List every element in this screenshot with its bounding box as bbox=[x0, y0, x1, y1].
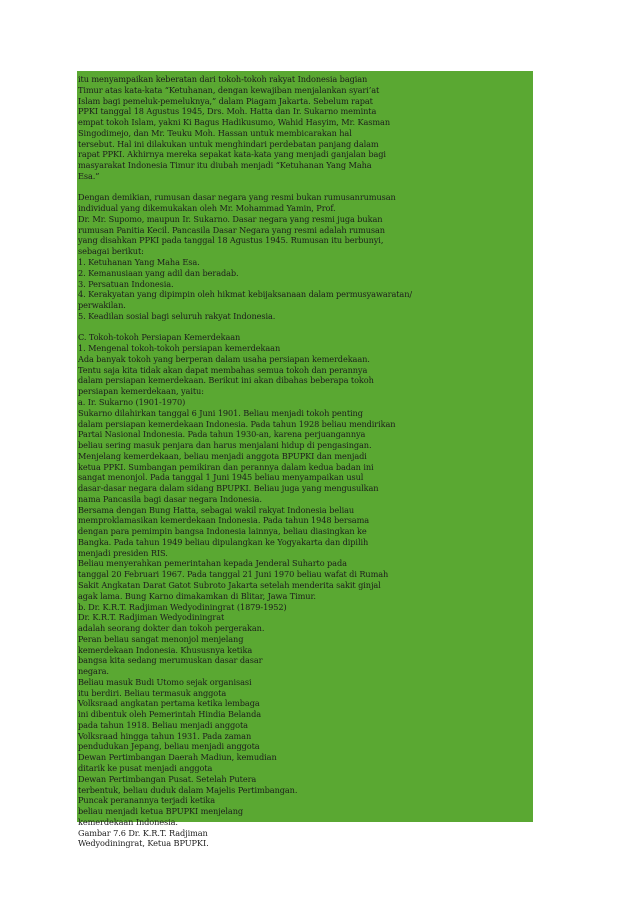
text-line: tanggal 20 Februari 1967. Pada tanggal 21 Juni 1970 beliau wafat di Rumah bbox=[78, 569, 389, 580]
text-line: yang disahkan PPKI pada tanggal 18 Agustus 1945. Rumusan itu berbunyi, bbox=[78, 235, 384, 246]
text-line: kemerdekaan Indonesia. bbox=[78, 816, 178, 827]
document-text-block bbox=[77, 71, 533, 849]
text-line: Peran beliau sangat menonjol menjelang bbox=[78, 633, 244, 644]
text-line: nama Pancasila bagi dasar negara Indonesia. bbox=[78, 493, 262, 504]
text-line: Bangka. Pada tahun 1949 beliau dipulangkan ke Yogyakarta dan dipilih bbox=[78, 536, 369, 547]
text-line: C. Tokoh-tokoh Persiapan Kemerdekaan bbox=[78, 332, 241, 343]
blank-line bbox=[78, 322, 532, 333]
text-line: itu menyampaikan keberatan dari tokoh-tokoh rakyat Indonesia bagian bbox=[78, 74, 368, 84]
text-line: Gambar 7.6 Dr. K.R.T. Radjiman bbox=[78, 827, 208, 838]
text-line: pendudukan Jepang, beliau menjadi anggota bbox=[78, 741, 260, 752]
text-line: perwakilan. bbox=[78, 300, 126, 311]
text-line: Volksraad hingga tahun 1931. Pada zaman bbox=[78, 730, 252, 741]
text-line: ditarik ke pusat menjadi anggota bbox=[78, 763, 213, 773]
text-line: 1. Ketuhanan Yang Maha Esa. bbox=[78, 257, 200, 268]
blank-line bbox=[78, 182, 532, 193]
text-line: 4. Kerakyatan yang dipimpin oleh hikmat kebijaksanaan dalam permusyawaratan/ bbox=[78, 289, 413, 300]
text-line: negara. bbox=[78, 666, 109, 677]
text-line: Singodimejo, dan Mr. Teuku Moh. Hassan untuk membicarakan hal bbox=[78, 127, 352, 138]
text-line: empat tokoh Islam, yakni Ki Bagus Hadikusumo, Wahid Hasyim, Mr. Kasman bbox=[78, 117, 390, 128]
text-line: Tentu saja kita tidak akan dapat membahas semua tokoh dan perannya bbox=[78, 364, 368, 375]
document-lines bbox=[78, 74, 532, 849]
text-line: Dr. Mr. Supomo, maupun Ir. Sukarno. Dasar negara yang resmi juga bukan bbox=[78, 213, 383, 224]
text-line: persiapan kemerdekaan, yaitu: bbox=[78, 386, 204, 397]
text-line: 3. Persatuan Indonesia. bbox=[78, 278, 174, 289]
text-line: Volksraad angkatan pertama ketika lembaga bbox=[78, 698, 260, 709]
text-line: Timur atas kata-kata “Ketuhanan, dengan kewajiban menjalankan syari’at bbox=[78, 84, 380, 95]
text-line: sebagai berikut: bbox=[78, 246, 144, 257]
text-line: Puncak peranannya terjadi ketika bbox=[78, 795, 216, 806]
text-line: 1. Mengenal tokoh-tokoh persiapan kemerdekaan bbox=[78, 343, 281, 354]
text-line: menjadi presiden RIS. bbox=[78, 547, 168, 558]
text-line: ketua PPKI. Sumbangan pemikiran dan perannya dalam kedua badan ini bbox=[78, 461, 374, 472]
text-line: Dengan demikian, rumusan dasar negara yang resmi bukan rumusanrumusan bbox=[78, 192, 396, 203]
text-line: Islam bagi pemeluk-pemeluknya,” dalam Piagam Jakarta. Sebelum rapat bbox=[78, 95, 373, 106]
text-line: terbentuk, beliau duduk dalam Majelis Pertimbangan. bbox=[78, 784, 298, 795]
text-line: pada tahun 1918. Beliau menjadi anggota bbox=[78, 719, 248, 730]
text-line: Dewan Pertimbangan Pusat. Setelah Putera bbox=[78, 773, 257, 784]
text-line: dalam persiapan kemerdekaan Indonesia. Pada tahun 1928 beliau mendirikan bbox=[78, 418, 396, 429]
text-line: dalam persiapan kemerdekaan. Berikut ini akan dibahas beberapa tokoh bbox=[78, 375, 374, 386]
text-line: adalah seorang dokter dan tokoh pergerakan. bbox=[78, 623, 265, 634]
text-line: rumusan Panitia Kecil. Pancasila Dasar Negara yang resmi adalah rumusan bbox=[78, 224, 385, 235]
text-line: tersebut. Hal ini dilakukan untuk menghindari perdebatan panjang dalam bbox=[78, 138, 379, 149]
text-line: individual yang dikemukakan oleh Mr. Mohammad Yamin, Prof. bbox=[78, 203, 336, 214]
text-line: beliau sering masuk penjara dan harus menjalani hidup di pengasingan. bbox=[78, 440, 372, 451]
text-line: Sukarno dilahirkan tanggal 6 Juni 1901. Beliau menjadi tokoh penting bbox=[78, 407, 363, 418]
text-line: Menjelang kemerdekaan, beliau menjadi anggota BPUPKI dan menjadi bbox=[78, 450, 367, 461]
text-line: PPKI tanggal 18 Agustus 1945, Drs. Moh. Hatta dan Ir. Sukarno meminta bbox=[78, 106, 377, 117]
text-line: ini dibentuk oleh Pemerintah Hindia Belanda bbox=[78, 709, 262, 720]
text-line: Beliau menyerahkan pemerintahan kepada Jenderal Suharto pada bbox=[78, 558, 347, 569]
text-line: agak lama. Bung Karno dimakamkan di Blitar, Jawa Timur. bbox=[78, 590, 316, 601]
text-line: sangat menonjol. Pada tanggal 1 Juni 1945 beliau menyampaikan usul bbox=[78, 472, 364, 483]
text-line: dasar-dasar negara dalam sidang BPUPKI. Beliau juga yang mengusulkan bbox=[78, 483, 379, 494]
text-line: Dewan Pertimbangan Daerah Madiun, kemudian bbox=[78, 752, 277, 763]
text-line: 2. Kemanusiaan yang adil dan beradab. bbox=[78, 267, 239, 278]
text-line: masyarakat Indonesia Timur itu diubah menjadi “Ketuhanan Yang Maha bbox=[78, 160, 372, 171]
text-line: Dr. K.R.T. Radjiman Wedyodiningrat bbox=[78, 612, 225, 623]
text-line: rapat PPKI. Akhirnya mereka sepakat kata-kata yang menjadi ganjalan bagi bbox=[78, 149, 386, 160]
text-line: memproklamasikan kemerdekaan Indonesia. Pada tahun 1948 bersama bbox=[78, 515, 370, 526]
text-line: beliau menjadi ketua BPUPKI menjelang bbox=[78, 806, 244, 817]
text-line: b. Dr. K.R.T. Radjiman Wedyodiningrat (1879-1952) bbox=[78, 601, 287, 612]
text-line: dengan para pemimpin bangsa Indonesia lainnya, beliau diasingkan ke bbox=[78, 526, 367, 537]
text-line: Wedyodiningrat, Ketua BPUPKI. bbox=[78, 838, 209, 849]
text-line: Partai Nasional Indonesia. Pada tahun 1930-an, karena perjuangannya bbox=[78, 429, 366, 440]
text-line: Ada banyak tokoh yang berperan dalam usaha persiapan kemerdekaan. bbox=[78, 353, 370, 364]
text-line: Sakit Angkatan Darat Gatot Subroto Jakarta setelah menderita sakit ginjal bbox=[78, 579, 381, 590]
text-line: a. Ir. Sukarno (1901-1970) bbox=[78, 396, 186, 407]
text-line: bangsa kita sedang merumuskan dasar dasar bbox=[78, 655, 263, 666]
text-line: Beliau masuk Budi Utomo sejak organisasi bbox=[78, 676, 252, 687]
text-line: Bersama dengan Bung Hatta, sebagai wakil rakyat Indonesia beliau bbox=[78, 504, 355, 515]
text-line: kemerdekaan Indonesia. Khususnya ketika bbox=[78, 644, 253, 655]
text-line: itu berdiri. Beliau termasuk anggota bbox=[78, 687, 227, 698]
text-line: 5. Keadilan sosial bagi seluruh rakyat Indonesia. bbox=[78, 310, 276, 321]
text-line: Esa.” bbox=[78, 170, 100, 181]
